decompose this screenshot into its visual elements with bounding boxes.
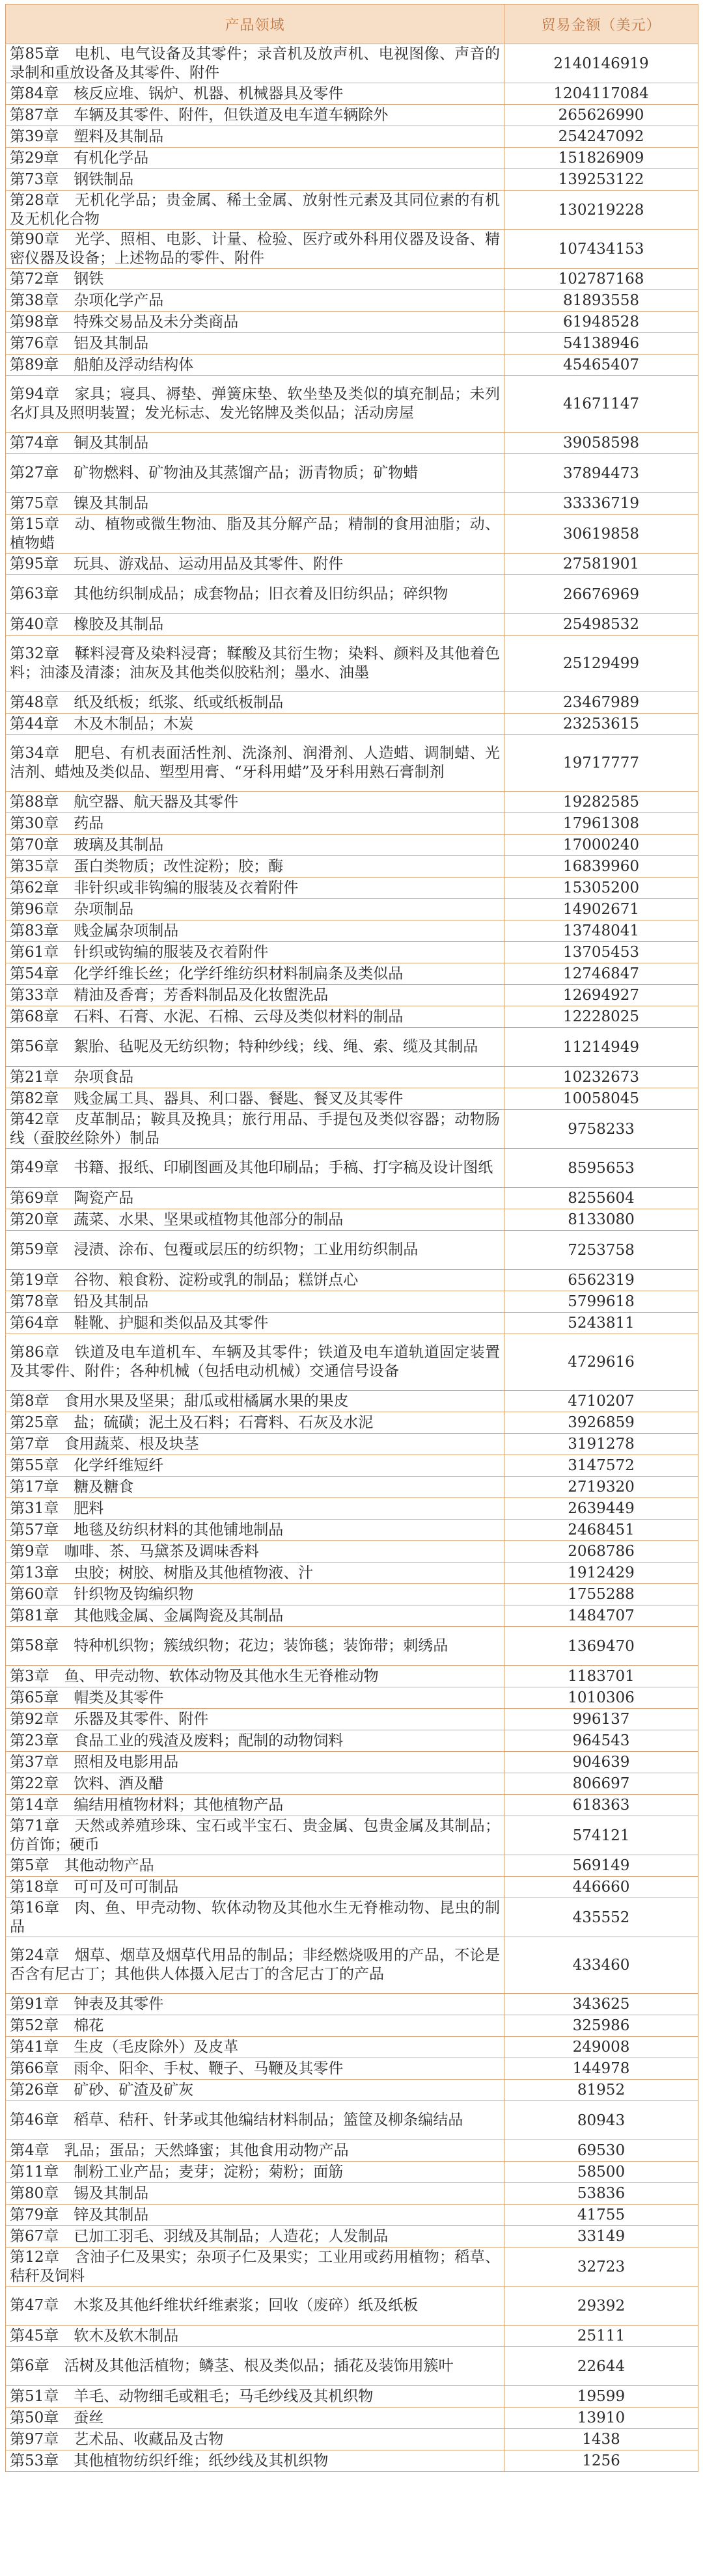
category-cell: 第94章 家具；寝具、褥垫、弹簧床垫、软坐垫及类似的填充制品；未列名灯具及照明装置；发光标志、发光铭牌及类似品；活动房屋 xyxy=(6,376,504,433)
category-cell: 第37章 照相及电影用品 xyxy=(6,1752,504,1773)
category-cell: 第5章 其他动物产品 xyxy=(6,1855,504,1877)
table-row xyxy=(6,1730,698,1752)
table-row xyxy=(6,1855,698,1877)
table-row xyxy=(6,2205,698,2226)
category-cell: 第88章 航空器、航天器及其零件 xyxy=(6,792,504,813)
table-row xyxy=(6,1541,698,1563)
table-row xyxy=(6,230,698,269)
category-cell: 第31章 肥料 xyxy=(6,1498,504,1520)
category-cell: 第97章 艺术品、收藏品及古物 xyxy=(6,2429,504,2450)
table-row xyxy=(6,2326,698,2347)
table-row xyxy=(6,2140,698,2162)
amount-cell: 13748041 xyxy=(504,920,698,942)
amount-cell: 4710207 xyxy=(504,1391,698,1412)
table-row xyxy=(6,2347,698,2386)
table-row xyxy=(6,333,698,355)
table-row xyxy=(6,2386,698,2408)
table-row xyxy=(6,735,698,792)
table-row xyxy=(6,899,698,920)
amount-cell: 19717777 xyxy=(504,735,698,792)
table-row xyxy=(6,636,698,692)
category-cell: 第57章 地毯及纺织材料的其他铺地制品 xyxy=(6,1520,504,1541)
table-body xyxy=(6,44,698,2472)
amount-cell: 1204117084 xyxy=(504,83,698,105)
amount-cell: 33336719 xyxy=(504,493,698,515)
amount-cell: 12746847 xyxy=(504,963,698,985)
category-cell: 第19章 谷物、粮食粉、淀粉或乳的制品；糕饼点心 xyxy=(6,1270,504,1291)
amount-cell: 1912429 xyxy=(504,1563,698,1584)
amount-cell: 26676969 xyxy=(504,575,698,614)
table-row xyxy=(6,1937,698,1994)
amount-cell: 12228025 xyxy=(504,1006,698,1028)
table-row xyxy=(6,1110,698,1149)
category-cell: 第95章 玩具、游戏品、运动用品及其零件、附件 xyxy=(6,554,504,575)
amount-cell: 904639 xyxy=(504,1752,698,1773)
amount-cell: 1010306 xyxy=(504,1687,698,1709)
category-cell: 第40章 橡胶及其制品 xyxy=(6,614,504,636)
amount-cell: 618363 xyxy=(504,1795,698,1816)
category-cell: 第52章 棉花 xyxy=(6,2015,504,2037)
category-cell: 第45章 软木及软木制品 xyxy=(6,2326,504,2347)
amount-cell: 6562319 xyxy=(504,1270,698,1291)
table-row xyxy=(6,920,698,942)
category-cell: 第51章 羊毛、动物细毛或粗毛；马毛纱线及其机织物 xyxy=(6,2386,504,2408)
category-cell: 第55章 化学纤维短纤 xyxy=(6,1455,504,1477)
amount-cell: 23253615 xyxy=(504,714,698,735)
table-row xyxy=(6,1584,698,1605)
table-row xyxy=(6,2408,698,2429)
table-row xyxy=(6,376,698,433)
category-cell: 第16章 肉、鱼、甲壳动物、软体动物及其他水生无脊椎动物、昆虫的制品 xyxy=(6,1898,504,1937)
amount-cell: 151826909 xyxy=(504,148,698,169)
amount-cell: 13910 xyxy=(504,2408,698,2429)
amount-cell: 3926859 xyxy=(504,1412,698,1434)
table-row xyxy=(6,105,698,126)
table-header-row xyxy=(6,5,698,44)
category-cell: 第58章 特种机织物；簇绒织物；花边；装饰毯；装饰带；刺绣品 xyxy=(6,1627,504,1666)
category-cell: 第41章 生皮（毛皮除外）及皮革 xyxy=(6,2037,504,2058)
column-header-amount: 贸易金额（美元） xyxy=(504,5,698,44)
category-cell: 第25章 盐；硫磺；泥土及石料；石膏料、石灰及水泥 xyxy=(6,1412,504,1434)
category-cell: 第73章 钢铁制品 xyxy=(6,169,504,191)
category-cell: 第12章 含油子仁及果实；杂项子仁及果实；工业用或药用植物；稻草、秸秆及饲料 xyxy=(6,2247,504,2287)
table-row xyxy=(6,614,698,636)
table-row xyxy=(6,1270,698,1291)
category-cell: 第33章 精油及香膏；芳香料制品及化妆盥洗品 xyxy=(6,985,504,1006)
column-header-category: 产品领域 xyxy=(6,5,504,44)
amount-cell: 69530 xyxy=(504,2140,698,2162)
table-row xyxy=(6,878,698,899)
amount-cell: 14902671 xyxy=(504,899,698,920)
category-cell: 第29章 有机化学品 xyxy=(6,148,504,169)
category-cell: 第83章 贱金属杂项制品 xyxy=(6,920,504,942)
category-cell: 第48章 纸及纸板；纸浆、纸或纸板制品 xyxy=(6,692,504,714)
category-cell: 第56章 絮胎、毡呢及无纺织物；特种纱线；线、绳、索、缆及其制品 xyxy=(6,1028,504,1067)
category-cell: 第79章 锌及其制品 xyxy=(6,2205,504,2226)
category-cell: 第50章 蚕丝 xyxy=(6,2408,504,2429)
category-cell: 第89章 船舶及浮动结构体 xyxy=(6,355,504,376)
table-row xyxy=(6,575,698,614)
amount-cell: 5799618 xyxy=(504,1291,698,1313)
amount-cell: 25129499 xyxy=(504,636,698,692)
category-cell: 第85章 电机、电气设备及其零件；录音机及放声机、电视图像、声音的录制和重放设备及其零件、附件 xyxy=(6,44,504,83)
amount-cell: 81952 xyxy=(504,2080,698,2101)
category-cell: 第62章 非针织或非钩编的服装及衣着附件 xyxy=(6,878,504,899)
amount-cell: 17961308 xyxy=(504,813,698,835)
table-row xyxy=(6,2247,698,2287)
amount-cell: 11214949 xyxy=(504,1028,698,1067)
category-cell: 第22章 饮料、酒及醋 xyxy=(6,1773,504,1795)
category-cell: 第27章 矿物燃料、矿物油及其蒸馏产品；沥青物质；矿物蜡 xyxy=(6,454,504,493)
table-row xyxy=(6,1088,698,1110)
table-row xyxy=(6,148,698,169)
amount-cell: 9758233 xyxy=(504,1110,698,1149)
amount-cell: 29392 xyxy=(504,2287,698,2326)
category-cell: 第96章 杂项制品 xyxy=(6,899,504,920)
table-row xyxy=(6,355,698,376)
amount-cell: 8255604 xyxy=(504,1188,698,1209)
table-row xyxy=(6,1334,698,1391)
category-cell: 第71章 天然或养殖珍珠、宝石或半宝石、贵金属、包贵金属及其制品；仿首饰；硬币 xyxy=(6,1816,504,1855)
table-row xyxy=(6,312,698,333)
amount-cell: 1484707 xyxy=(504,1605,698,1627)
amount-cell: 17000240 xyxy=(504,835,698,856)
category-cell: 第92章 乐器及其零件、附件 xyxy=(6,1709,504,1730)
table-row xyxy=(6,1994,698,2015)
table-row xyxy=(6,515,698,554)
category-cell: 第75章 镍及其制品 xyxy=(6,493,504,515)
amount-cell: 54138946 xyxy=(504,333,698,355)
amount-cell: 2068786 xyxy=(504,1541,698,1563)
amount-cell: 25498532 xyxy=(504,614,698,636)
amount-cell: 80943 xyxy=(504,2101,698,2140)
amount-cell: 1438 xyxy=(504,2429,698,2450)
category-cell: 第6章 活树及其他活植物；鳞茎、根及类似品；插花及装饰用簇叶 xyxy=(6,2347,504,2386)
table-row xyxy=(6,1006,698,1028)
amount-cell: 8133080 xyxy=(504,1209,698,1231)
table-row xyxy=(6,83,698,105)
table-row xyxy=(6,493,698,515)
amount-cell: 27581901 xyxy=(504,554,698,575)
table-row xyxy=(6,1498,698,1520)
trade-table-sheet xyxy=(5,4,698,2472)
table-row xyxy=(6,1209,698,1231)
table-row xyxy=(6,985,698,1006)
table-row xyxy=(6,126,698,148)
category-cell: 第35章 蛋白类物质；改性淀粉；胶；酶 xyxy=(6,856,504,878)
amount-cell: 2639449 xyxy=(504,1498,698,1520)
table-row xyxy=(6,714,698,735)
amount-cell: 8595653 xyxy=(504,1149,698,1188)
table-row xyxy=(6,269,698,290)
category-cell: 第98章 特殊交易品及未分类商品 xyxy=(6,312,504,333)
amount-cell: 10232673 xyxy=(504,1067,698,1088)
category-cell: 第68章 石料、石膏、水泥、石棉、云母及类似材料的制品 xyxy=(6,1006,504,1028)
category-cell: 第44章 木及木制品；木炭 xyxy=(6,714,504,735)
category-cell: 第24章 烟草、烟草及烟草代用品的制品；非经燃烧吸用的产品，不论是否含有尼古丁；其他供人体摄入尼古丁的含尼古丁的产品 xyxy=(6,1937,504,1994)
table-row xyxy=(6,169,698,191)
table-row xyxy=(6,1231,698,1270)
table-row xyxy=(6,1877,698,1898)
amount-cell: 12694927 xyxy=(504,985,698,1006)
category-cell: 第86章 铁道及电车道机车、车辆及其零件；铁道及电车道轨道固定装置及其零件、附件；各种机械（包括电动机械）交通信号设备 xyxy=(6,1334,504,1391)
amount-cell: 10058045 xyxy=(504,1088,698,1110)
amount-cell: 1256 xyxy=(504,2450,698,2472)
amount-cell: 102787168 xyxy=(504,269,698,290)
amount-cell: 343625 xyxy=(504,1994,698,2015)
amount-cell: 53836 xyxy=(504,2183,698,2205)
category-cell: 第65章 帽类及其零件 xyxy=(6,1687,504,1709)
category-cell: 第78章 铅及其制品 xyxy=(6,1291,504,1313)
category-cell: 第11章 制粉工业产品；麦芽；淀粉；菊粉；面筋 xyxy=(6,2162,504,2183)
category-cell: 第28章 无机化学品；贵金属、稀土金属、放射性元素及其同位素的有机及无机化合物 xyxy=(6,191,504,230)
amount-cell: 446660 xyxy=(504,1877,698,1898)
category-cell: 第87章 车辆及其零件、附件，但铁道及电车道车辆除外 xyxy=(6,105,504,126)
amount-cell: 1369470 xyxy=(504,1627,698,1666)
table-row xyxy=(6,44,698,83)
category-cell: 第42章 皮革制品；鞍具及挽具；旅行用品、手提包及类似容器；动物肠线（蚕胶丝除外）制品 xyxy=(6,1110,504,1149)
category-cell: 第91章 钟表及其零件 xyxy=(6,1994,504,2015)
category-cell: 第21章 杂项食品 xyxy=(6,1067,504,1088)
category-cell: 第74章 铜及其制品 xyxy=(6,433,504,454)
table-row xyxy=(6,942,698,963)
category-cell: 第53章 其他植物纺织纤维；纸纱线及其机织物 xyxy=(6,2450,504,2472)
table-row xyxy=(6,1313,698,1334)
table-row xyxy=(6,2101,698,2140)
table-row xyxy=(6,191,698,230)
amount-cell: 25111 xyxy=(504,2326,698,2347)
category-cell: 第81章 其他贱金属、金属陶瓷及其制品 xyxy=(6,1605,504,1627)
table-row xyxy=(6,813,698,835)
amount-cell: 1755288 xyxy=(504,1584,698,1605)
table-row xyxy=(6,2162,698,2183)
amount-cell: 144978 xyxy=(504,2058,698,2080)
table-row xyxy=(6,2080,698,2101)
amount-cell: 32723 xyxy=(504,2247,698,2287)
table-row xyxy=(6,2037,698,2058)
category-cell: 第84章 核反应堆、锅炉、机器、机械器具及零件 xyxy=(6,83,504,105)
category-cell: 第46章 稻草、秸秆、针茅或其他编结材料制品；篮筐及柳条编结品 xyxy=(6,2101,504,2140)
amount-cell: 574121 xyxy=(504,1816,698,1855)
category-cell: 第61章 针织或钩编的服装及衣着附件 xyxy=(6,942,504,963)
table-row xyxy=(6,1149,698,1188)
table-row xyxy=(6,2429,698,2450)
category-cell: 第90章 光学、照相、电影、计量、检验、医疗或外科用仪器及设备、精密仪器及设备；上述物品的零件、附件 xyxy=(6,230,504,269)
table-row xyxy=(6,1291,698,1313)
amount-cell: 325986 xyxy=(504,2015,698,2037)
category-cell: 第30章 药品 xyxy=(6,813,504,835)
category-cell: 第59章 浸渍、涂布、包覆或层压的纺织物；工业用纺织制品 xyxy=(6,1231,504,1270)
amount-cell: 964543 xyxy=(504,1730,698,1752)
category-cell: 第9章 咖啡、茶、马黛茶及调味香料 xyxy=(6,1541,504,1563)
table-row xyxy=(6,1709,698,1730)
table-row xyxy=(6,554,698,575)
table-row xyxy=(6,835,698,856)
table-row xyxy=(6,856,698,878)
amount-cell: 39058598 xyxy=(504,433,698,454)
category-cell: 第60章 针织物及钩编织物 xyxy=(6,1584,504,1605)
amount-cell: 3191278 xyxy=(504,1434,698,1455)
table-row xyxy=(6,2450,698,2472)
amount-cell: 16839960 xyxy=(504,856,698,878)
table-row xyxy=(6,1666,698,1687)
amount-cell: 1183701 xyxy=(504,1666,698,1687)
category-cell: 第18章 可可及可可制品 xyxy=(6,1877,504,1898)
table-row xyxy=(6,1687,698,1709)
table-row xyxy=(6,692,698,714)
table-row xyxy=(6,1773,698,1795)
category-cell: 第47章 木浆及其他纤维状纤维素浆；回收（废碎）纸及纸板 xyxy=(6,2287,504,2326)
amount-cell: 37894473 xyxy=(504,454,698,493)
amount-cell: 58500 xyxy=(504,2162,698,2183)
table-row xyxy=(6,454,698,493)
amount-cell: 19282585 xyxy=(504,792,698,813)
table-row xyxy=(6,1752,698,1773)
category-cell: 第23章 食品工业的残渣及废料；配制的动物饲料 xyxy=(6,1730,504,1752)
amount-cell: 249008 xyxy=(504,2037,698,2058)
amount-cell: 30619858 xyxy=(504,515,698,554)
table-row xyxy=(6,1816,698,1855)
amount-cell: 806697 xyxy=(504,1773,698,1795)
amount-cell: 435552 xyxy=(504,1898,698,1937)
table-row xyxy=(6,1412,698,1434)
category-cell: 第3章 鱼、甲壳动物、软体动物及其他水生无脊椎动物 xyxy=(6,1666,504,1687)
category-cell: 第54章 化学纤维长丝；化学纤维纺织材料制扁条及类似品 xyxy=(6,963,504,985)
amount-cell: 45465407 xyxy=(504,355,698,376)
amount-cell: 23467989 xyxy=(504,692,698,714)
amount-cell: 3147572 xyxy=(504,1455,698,1477)
amount-cell: 254247092 xyxy=(504,126,698,148)
amount-cell: 33149 xyxy=(504,2226,698,2247)
amount-cell: 61948528 xyxy=(504,312,698,333)
category-cell: 第39章 塑料及其制品 xyxy=(6,126,504,148)
amount-cell: 41671147 xyxy=(504,376,698,433)
amount-cell: 5243811 xyxy=(504,1313,698,1334)
trade-table xyxy=(5,4,698,2472)
category-cell: 第64章 鞋靴、护腿和类似品及其零件 xyxy=(6,1313,504,1334)
category-cell: 第49章 书籍、报纸、印刷图画及其他印刷品；手稿、打字稿及设计图纸 xyxy=(6,1149,504,1188)
table-row xyxy=(6,2183,698,2205)
amount-cell: 996137 xyxy=(504,1709,698,1730)
amount-cell: 433460 xyxy=(504,1937,698,1994)
amount-cell: 107434153 xyxy=(504,230,698,269)
category-cell: 第34章 肥皂、有机表面活性剂、洗涤剂、润滑剂、人造蜡、调制蜡、光洁剂、蜡烛及类似品、塑型用膏、“牙科用蜡”及牙科用熟石膏制剂 xyxy=(6,735,504,792)
table-row xyxy=(6,2058,698,2080)
table-row xyxy=(6,1067,698,1088)
category-cell: 第20章 蔬菜、水果、坚果或植物其他部分的制品 xyxy=(6,1209,504,1231)
table-row xyxy=(6,2287,698,2326)
amount-cell: 22644 xyxy=(504,2347,698,2386)
amount-cell: 2719320 xyxy=(504,1477,698,1498)
category-cell: 第26章 矿砂、矿渣及矿灰 xyxy=(6,2080,504,2101)
amount-cell: 7253758 xyxy=(504,1231,698,1270)
category-cell: 第63章 其他纺织制成品；成套物品；旧衣着及旧纺织品；碎织物 xyxy=(6,575,504,614)
category-cell: 第38章 杂项化学产品 xyxy=(6,290,504,312)
table-row xyxy=(6,1563,698,1584)
amount-cell: 139253122 xyxy=(504,169,698,191)
category-cell: 第15章 动、植物或微生物油、脂及其分解产品；精制的食用油脂；动、植物蜡 xyxy=(6,515,504,554)
table-row xyxy=(6,1605,698,1627)
table-row xyxy=(6,1391,698,1412)
category-cell: 第17章 糖及糖食 xyxy=(6,1477,504,1498)
amount-cell: 130219228 xyxy=(504,191,698,230)
category-cell: 第32章 鞣料浸膏及染料浸膏；鞣酸及其衍生物；染料、颜料及其他着色料；油漆及清漆；油灰及其他类似胶粘剂；墨水、油墨 xyxy=(6,636,504,692)
category-cell: 第7章 食用蔬菜、根及块茎 xyxy=(6,1434,504,1455)
amount-cell: 569149 xyxy=(504,1855,698,1877)
category-cell: 第66章 雨伞、阳伞、手杖、鞭子、马鞭及其零件 xyxy=(6,2058,504,2080)
category-cell: 第13章 虫胶；树胶、树脂及其他植物液、汁 xyxy=(6,1563,504,1584)
table-row xyxy=(6,1520,698,1541)
amount-cell: 2140146919 xyxy=(504,44,698,83)
category-cell: 第80章 锡及其制品 xyxy=(6,2183,504,2205)
category-cell: 第76章 铝及其制品 xyxy=(6,333,504,355)
amount-cell: 4729616 xyxy=(504,1334,698,1391)
table-row xyxy=(6,1188,698,1209)
table-row xyxy=(6,1434,698,1455)
category-cell: 第70章 玻璃及其制品 xyxy=(6,835,504,856)
category-cell: 第72章 钢铁 xyxy=(6,269,504,290)
table-row xyxy=(6,1477,698,1498)
table-row xyxy=(6,290,698,312)
table-row xyxy=(6,1028,698,1067)
amount-cell: 41755 xyxy=(504,2205,698,2226)
table-row xyxy=(6,963,698,985)
amount-cell: 15305200 xyxy=(504,878,698,899)
category-cell: 第69章 陶瓷产品 xyxy=(6,1188,504,1209)
amount-cell: 2468451 xyxy=(504,1520,698,1541)
amount-cell: 81893558 xyxy=(504,290,698,312)
category-cell: 第8章 食用水果及坚果；甜瓜或柑橘属水果的果皮 xyxy=(6,1391,504,1412)
table-row xyxy=(6,1898,698,1937)
table-row xyxy=(6,2226,698,2247)
table-row xyxy=(6,1627,698,1666)
amount-cell: 265626990 xyxy=(504,105,698,126)
category-cell: 第82章 贱金属工具、器具、利口器、餐匙、餐叉及其零件 xyxy=(6,1088,504,1110)
table-row xyxy=(6,433,698,454)
table-row xyxy=(6,2015,698,2037)
category-cell: 第4章 乳品；蛋品；天然蜂蜜；其他食用动物产品 xyxy=(6,2140,504,2162)
category-cell: 第67章 已加工羽毛、羽绒及其制品；人造花；人发制品 xyxy=(6,2226,504,2247)
amount-cell: 19599 xyxy=(504,2386,698,2408)
amount-cell: 13705453 xyxy=(504,942,698,963)
table-row xyxy=(6,792,698,813)
category-cell: 第14章 编结用植物材料；其他植物产品 xyxy=(6,1795,504,1816)
table-row xyxy=(6,1455,698,1477)
table-row xyxy=(6,1795,698,1816)
